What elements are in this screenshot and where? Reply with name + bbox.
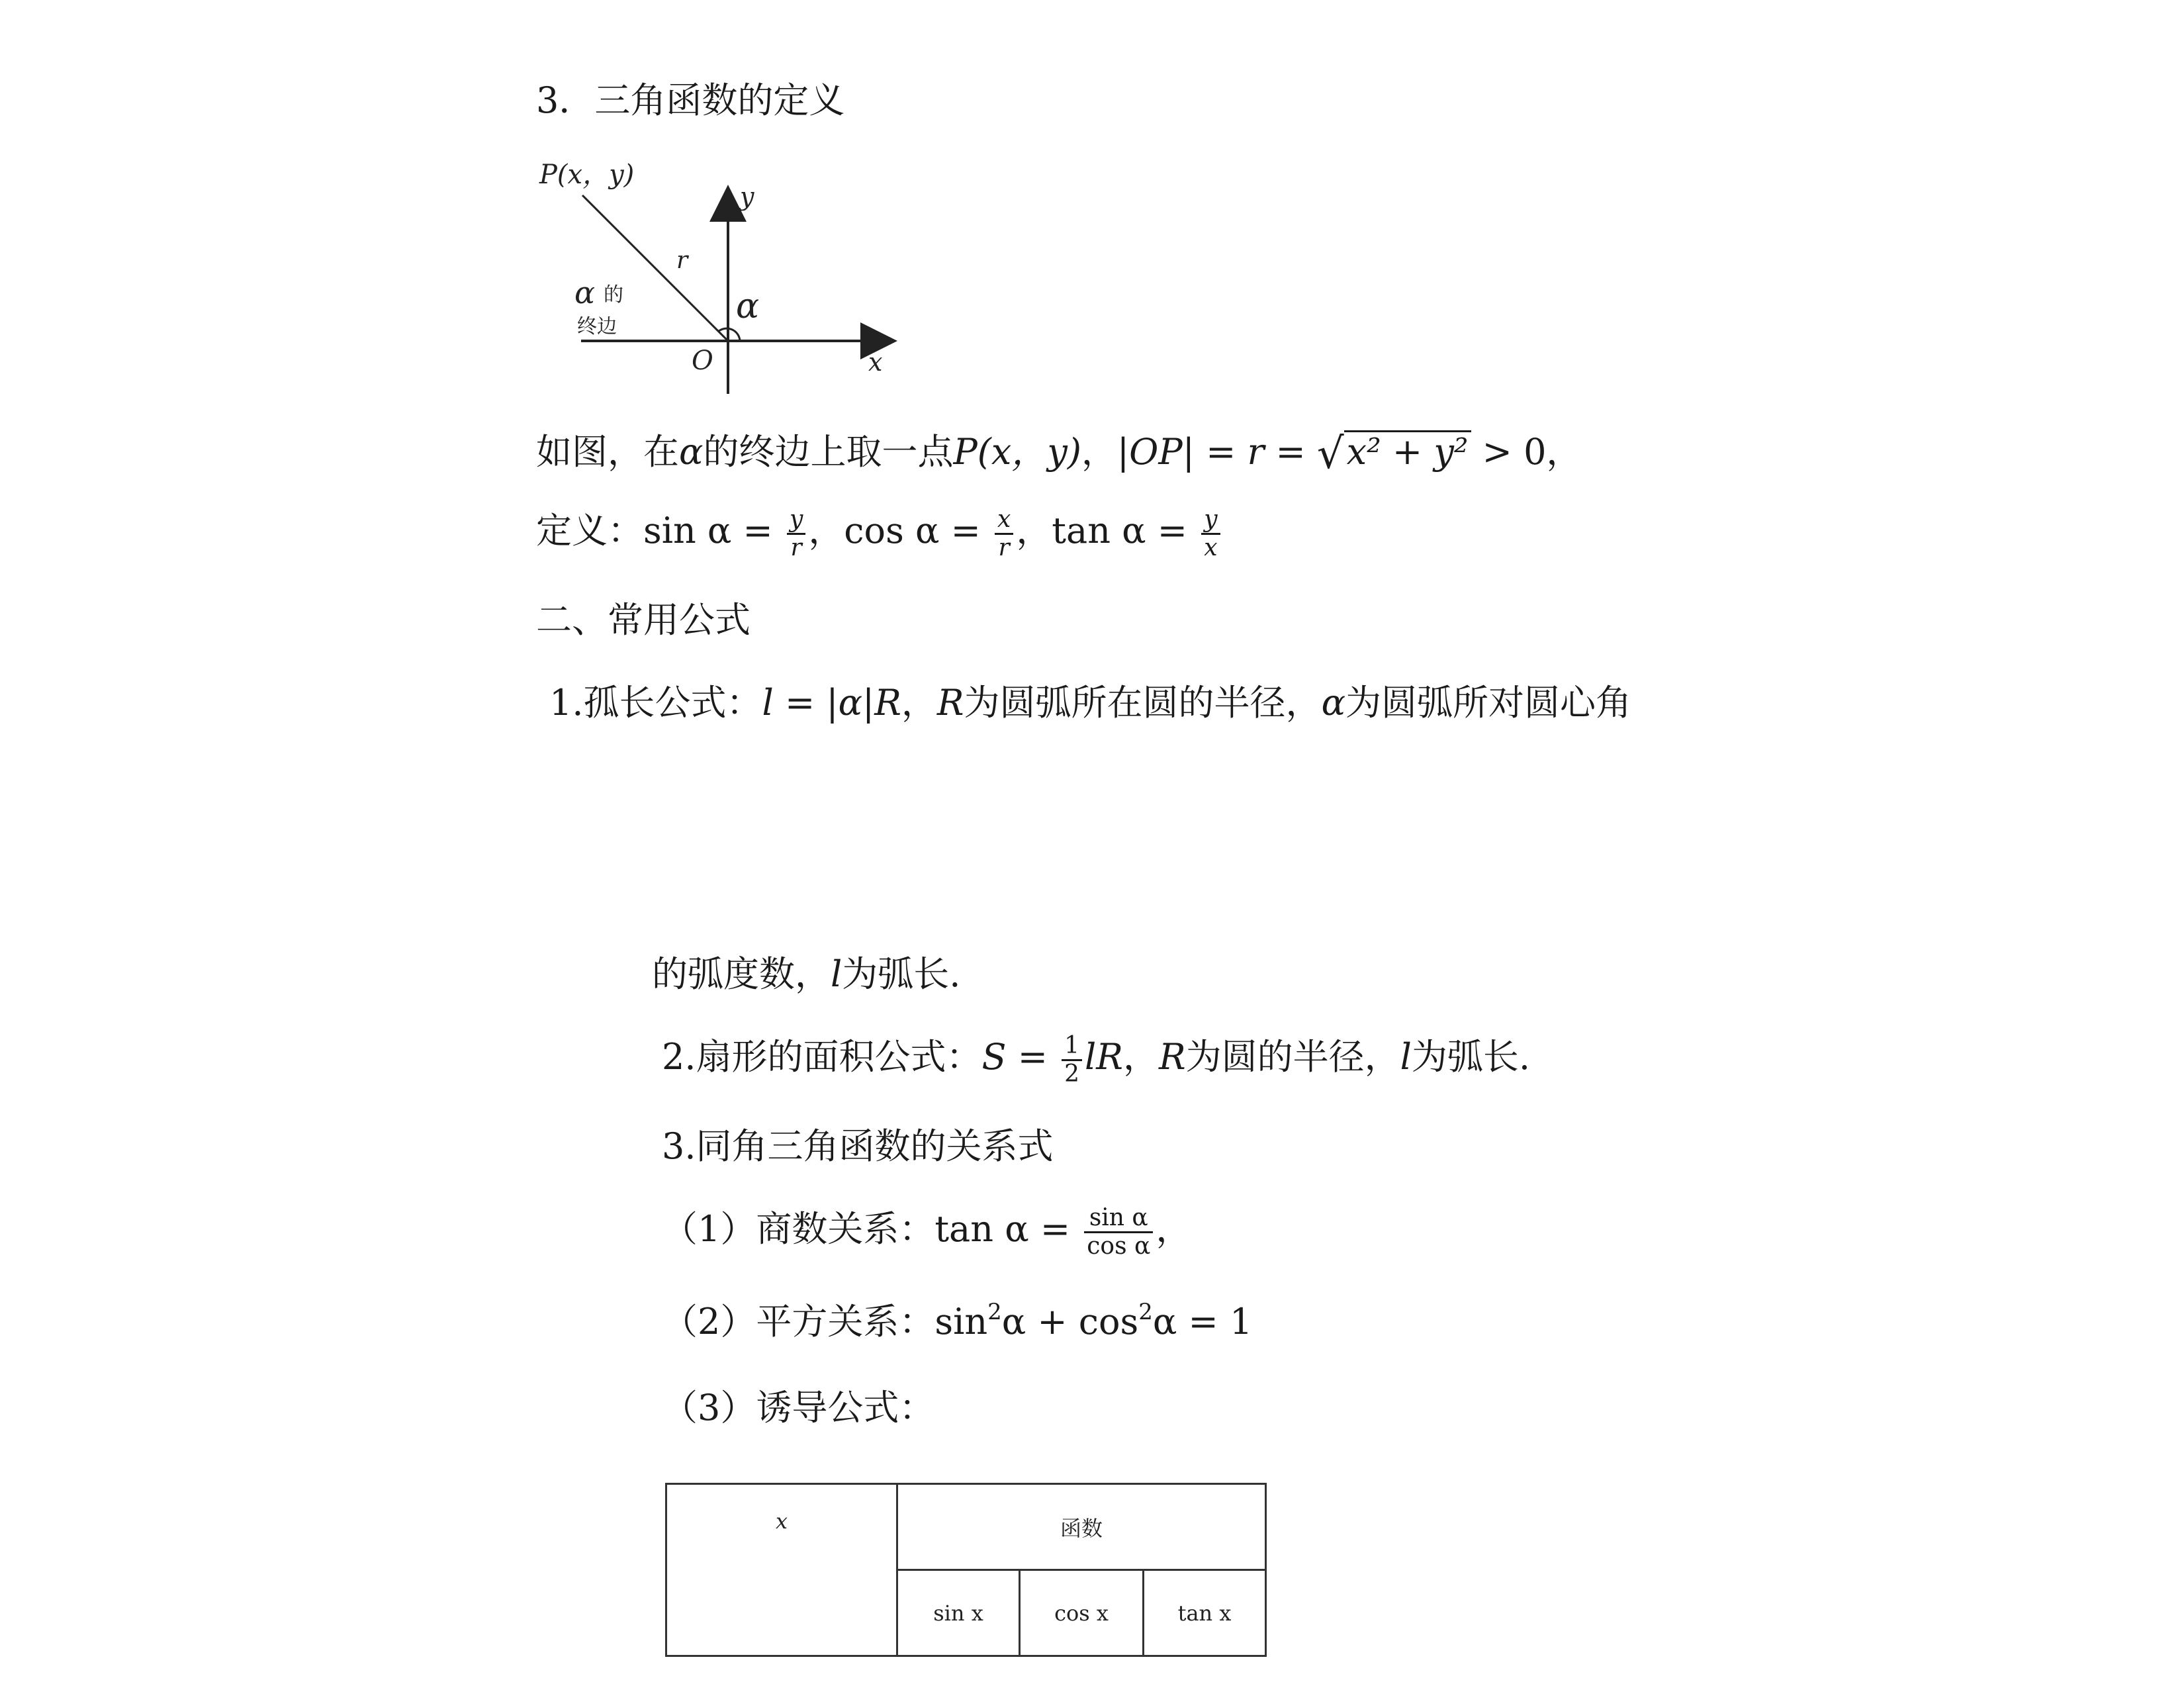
table-col-tan: tan x [1144,1570,1266,1656]
arc-length-continued: 的弧度数，l为弧长. [652,953,961,995]
table-header-function: 函数 [897,1484,1266,1570]
induction-table [665,1483,1267,1657]
relations-heading: 3.同角三角函数的关系式 [662,1125,1054,1167]
x-axis-label: x [868,348,883,377]
alpha-label: α [736,287,760,326]
terminal-alpha: α [574,275,596,310]
origin-label: O [692,346,713,376]
table-col-cos: cos x [1020,1570,1144,1656]
square-relation: （2）平方关系：$\sin^2\alpha + \cos^2\alpha = 1$ [662,1299,1253,1342]
definition-paragraph: 如图，在α的终边上取一点P(x，y)，|OP| = r = √x² + y² > 0， [536,430,1582,479]
terminal-de: 的 [604,283,623,306]
terminal-line2: 终边 [577,315,617,338]
section-heading-formulas: 二、常用公式 [536,599,751,641]
unit-angle-diagram [529,149,900,400]
induction-heading: （3）诱导公式： [662,1387,935,1429]
r-label: r [676,247,688,274]
quotient-relation: （1）商数关系：tan α = $\frac{\text{sin α}}{\text{cos α}}$ ， [662,1204,1192,1260]
arc-length-formula: 1.孤长公式：l = |α|R，R为圆弧所在圆的半径，α为圆弧所对圆心角 [549,682,1632,724]
section-heading: 3．三角函数的定义 [536,79,845,121]
y-axis-label: y [740,182,754,211]
definition-formulas: 定义：sin α = $\frac{y}{r}$ ，cos α = $\frac{x}{r}$ ，tan α = $\frac{y}{x}$ [536,506,1223,561]
table-header-x: x [666,1484,897,1656]
table-col-sin: sin x [897,1570,1020,1656]
point-label: P(x，y) [539,160,635,190]
sector-area-formula: 2.扇形的面积公式：S = $\frac{1}{2}$ lR，R为圆的半径，l为弧长. [662,1032,1531,1088]
